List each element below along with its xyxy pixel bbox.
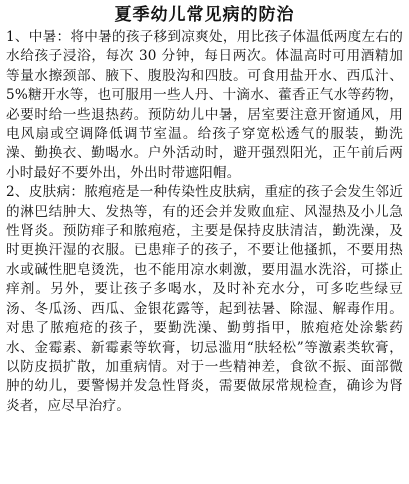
paragraph-skin-disease: 2、皮肤病：脓疱疮是一种传染性皮肤病，重症的孩子会发生邻近的淋巴结肿大、发热等，有的还会并发败血症、风湿热及小儿急性肾炎。预防痱子和脓疱疮，主要是保持皮肤清洁，勤洗澡，及时更换汗湿的衣服。已患痱子的孩子，不要让他搔抓，不要用热水或碱性肥皂烫洗，也不能用凉水刺激，要用温水洗浴，可搽止痒剂。另外，要让孩子多喝水，及时补充水分，可多吃些绿豆汤、冬瓜汤、西瓜、金银花露等，起到祛暑、除湿、解毒作用。对患了脓疱疮的孩子，要勤洗澡、勤剪指甲，脓疱疮处涂紫药水、金霉素、新霉素等软膏，切忌滥用“肤轻松”等激素类软膏，以防皮损扩散，加重病情。对于一些精神差，食欲不振、面部微肿的幼儿，要警惕并发急性肾炎，需要做尿常规检查，确诊为肾炎者，应尽早治疗。: [6, 184, 403, 414]
paragraph-heatstroke: 1、中暑：将中暑的孩子移到凉爽处，用比孩子体温低两度左右的水给孩子浸浴，每次 30 分钟，每日两次。体温高时可用酒精加等量水擦颈部、腋下、腹股沟和四肢。可食用盐开水、西瓜汁、5%糖开水等，也可服用一些人丹、十滴水、藿香正气水等药物，必要时给一些退热药。预防幼儿中暑，居室要注意开窗通风，用电风扇或空调降低调节室温。给孩子穿宽松透气的服装，勤洗澡、勤换衣、勤喝水。户外活动时，避开强烈阳光，正午前后两小时最好不要外出，外出时带遮阳帽。: [6, 29, 403, 181]
article-title: 夏季幼儿常见病的防治: [114, 5, 295, 25]
